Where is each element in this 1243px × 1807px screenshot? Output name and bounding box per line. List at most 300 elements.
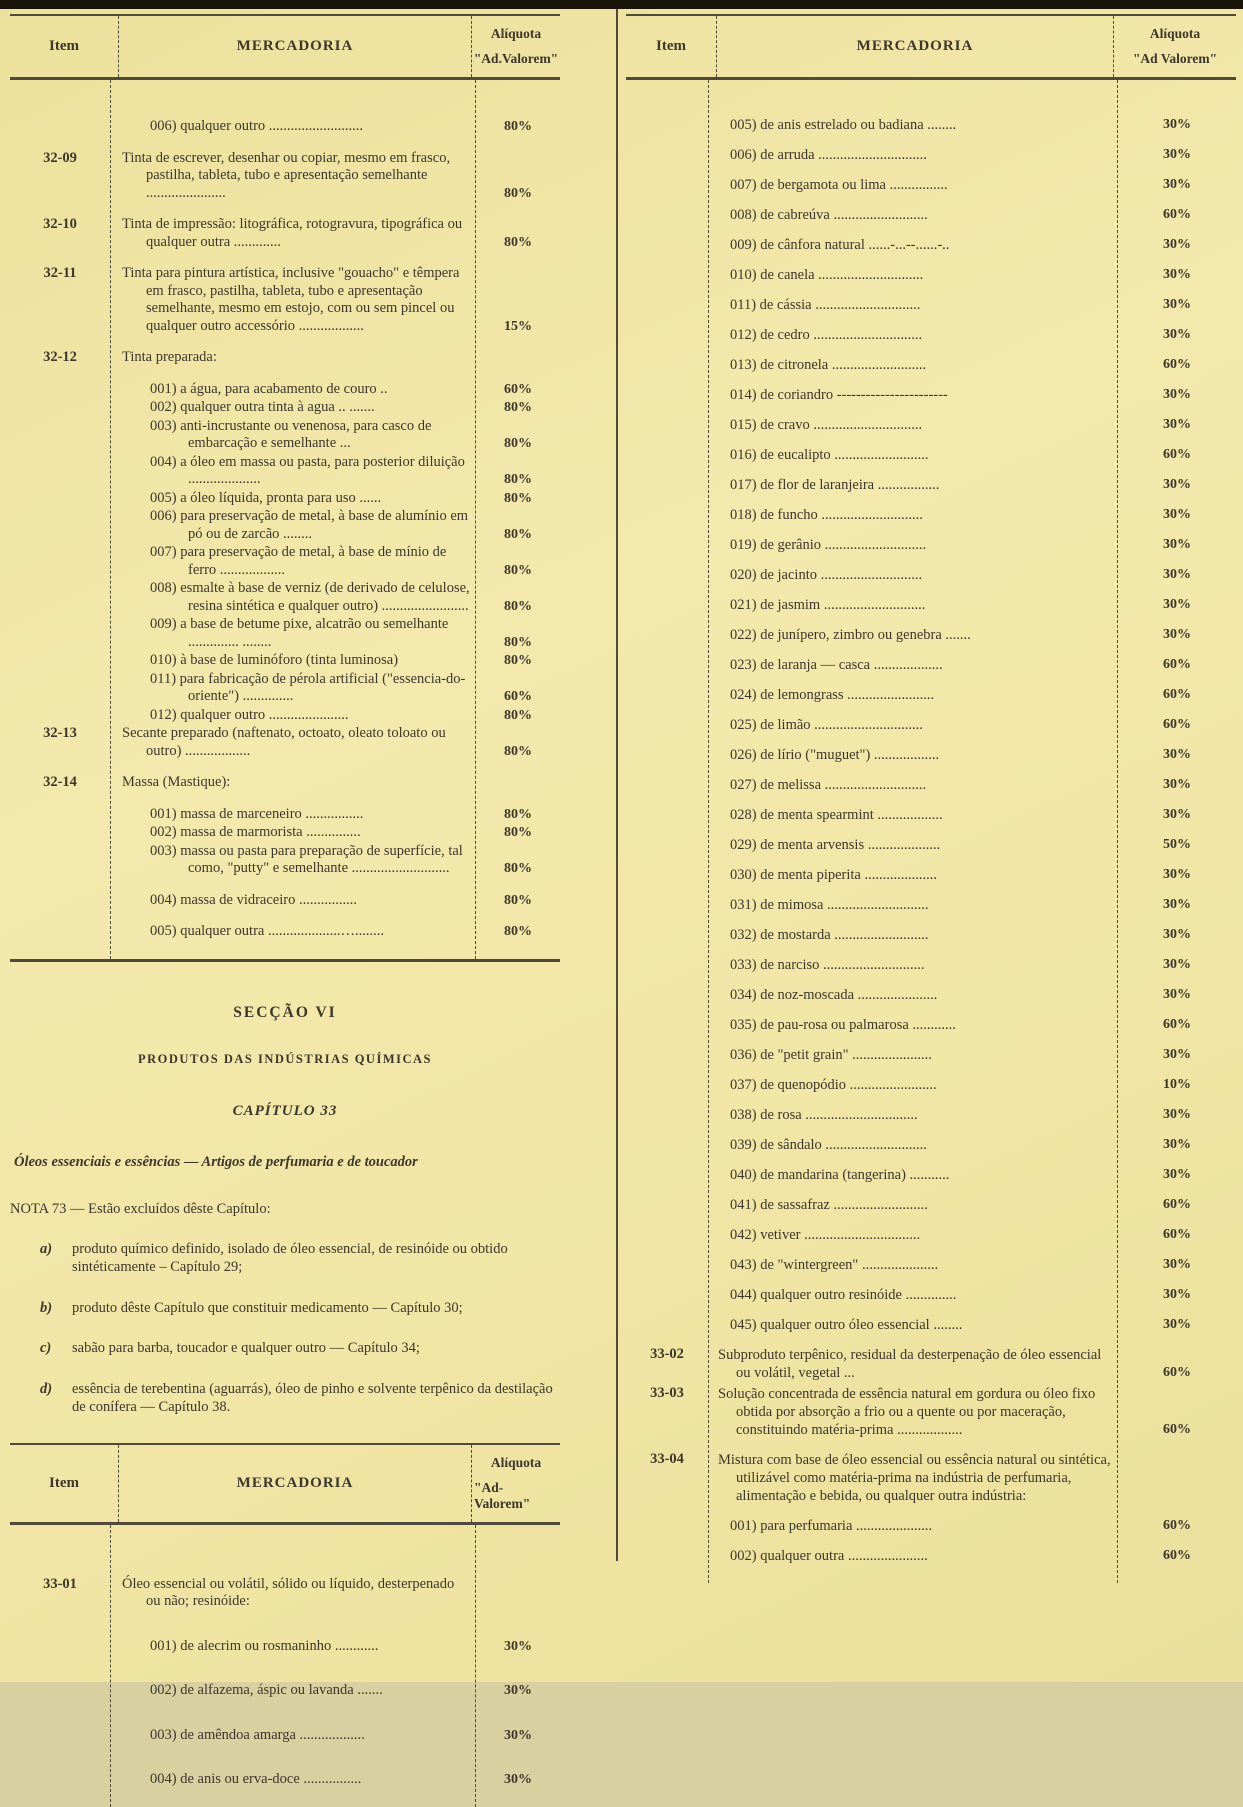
item-description: 002) qualquer outra ...................... [730,1548,928,1564]
tariff-row [626,956,1236,974]
tariff-row [626,146,1236,164]
item-description: 042) vetiver ................................ [730,1227,921,1243]
item-code: 32-11 [43,265,77,281]
tariff-row [10,418,560,453]
tariff-row [626,1166,1236,1184]
rate-value: 10% [1163,1077,1191,1092]
item-description: 038) de rosa ............................... [730,1107,918,1123]
item-description: 037) de quenopódio ........................ [730,1077,937,1093]
item-code [10,454,110,489]
item-code [626,1256,708,1274]
item-code [626,1226,708,1244]
tariff-row [626,356,1236,374]
tariff-row [626,1316,1236,1334]
item-code [626,476,708,494]
ad-valorem-label: "Ad Valorem" [1132,51,1218,66]
item-code [626,386,708,404]
chapter-title: Óleos essenciais e essências — Artigos de perfumaria e de toucador [14,1153,418,1170]
rate-value: 30% [1163,777,1191,792]
item-code [10,490,110,508]
item-code [626,296,708,314]
rate-value: 60% [1163,687,1191,702]
item-description: 039) de sândalo ............................ [730,1137,927,1153]
item-description: Tinta de escrever, desenhar ou copiar, mesmo em frasco, pastilha, tableta, tubo e apresentação semelhante ...................... [122,149,451,201]
item-code [626,1046,708,1064]
aliquota-column-rule [475,1525,476,1807]
item-description: 003) anti-incrustante ou venenosa, para casco de embarcação e semelhante ... [150,417,432,451]
rate-value: 60% [1163,1548,1191,1563]
rate-value: 60% [1163,1422,1191,1437]
ad-valorem-label: "Ad.Valorem" [473,51,559,66]
ad-valorem-label: "Ad-Valorem" [474,1479,531,1511]
item-description: 014) de coriandro ----------------------- [730,387,948,403]
tariff-row [10,1727,560,1745]
item-description: 041) de sassafraz .......................... [730,1197,928,1213]
item-code [10,806,110,824]
rate-value: 60% [1163,1518,1191,1533]
item-description: 035) de pau-rosa ou palmarosa ............ [730,1017,956,1033]
rate-value: 30% [1163,897,1191,912]
table-header [626,14,1236,80]
item-code [626,1547,708,1565]
section-subtitle: PRODUTOS DAS INDÚSTRIAS QUÍMICAS [138,1051,432,1066]
item-code [626,266,708,284]
tariff-row [10,580,560,615]
item-code [10,707,110,725]
item-code [626,1076,708,1094]
tariff-row [10,508,560,543]
tariff-row [626,1547,1236,1565]
item-description: 002) de alfazema, áspic ou lavanda ....... [150,1682,383,1698]
item-code: 32-09 [43,149,77,166]
rate-value: 80% [504,743,532,759]
item-code [626,956,708,974]
item-description: 005) a óleo líquida, pronta para uso ...... [150,489,382,506]
table-header [10,14,560,80]
rate-value: 80% [504,861,532,876]
item-code [10,843,110,878]
item-code [10,399,110,417]
item-code [626,986,708,1004]
item-description: Solução concentrada de essência natural em gordura ou óleo fixo obtida por absorção a frio ou a quente ou por maceração, constituindo matéria-prima .................. [718,1386,1096,1438]
item-code [10,508,110,543]
column-header-mercadoria: MERCADORIA [716,16,1114,77]
rate-value: 60% [1163,447,1191,462]
note-item-text: produto químico definido, isolado de óleo essencial, de resinóide ou obtido sintéticamente – Capítulo 29; [72,1240,508,1275]
tariff-row [626,476,1236,494]
item-description: 023) de laranja — casca ................... [730,657,943,673]
tariff-row [626,1256,1236,1274]
tariff-row [10,349,560,367]
item-description: 006) para preservação de metal, à base de alumínio em pó ou de zarcão ........ [150,508,469,542]
item-code [626,236,708,254]
rate-value: 30% [1163,297,1191,312]
note-item-letter: d) [40,1380,53,1397]
item-code [10,381,110,399]
rate-value: 80% [504,526,532,542]
tariff-row [626,416,1236,434]
item-code [626,326,708,344]
item-code: 33-03 [650,1385,684,1401]
rate-value: 80% [504,598,532,614]
column-header-mercadoria: MERCADORIA [118,1445,472,1522]
tariff-row [626,116,1236,134]
section-heading-block [10,1004,560,1417]
rate-value: 80% [504,490,532,506]
rate-value: 60% [1163,1017,1191,1032]
rate-value [1118,1451,1236,1505]
tariff-row [10,652,560,670]
rate-value: 30% [504,1772,532,1787]
rate-value: 60% [504,381,532,397]
item-code [626,1016,708,1034]
tariff-row [10,616,560,651]
table-body [10,80,560,962]
note-item-letter: b) [40,1299,53,1316]
rate-value: 30% [1163,1137,1191,1152]
tariff-row [10,490,560,508]
rate-value: 30% [1163,747,1191,762]
item-code [10,1638,110,1656]
column-header-item: Item [49,38,79,54]
tariff-row [10,454,560,489]
item-description: 021) de jasmim ............................ [730,597,926,613]
chapter-note-items [10,1240,560,1417]
tariff-row [10,399,560,417]
note-item-text: sabão para barba, toucador e qualquer outro — Capítulo 34; [72,1340,420,1356]
rate-value: 80% [504,806,532,822]
item-description: 005) qualquer outra ....................…........ [150,923,384,939]
chapter-number: CAPÍTULO 33 [232,1102,338,1119]
item-code [626,716,708,734]
rate-value: 30% [1163,147,1191,162]
item-code [626,836,708,854]
note-item [10,1299,560,1318]
rate-value: 60% [1163,357,1191,372]
item-description: 002) qualquer outra tinta à agua .. ....... [150,399,375,415]
item-code [10,544,110,579]
tariff-row [626,536,1236,554]
item-description: Subproduto terpênico, residual da desterpenação de óleo essencial ou volátil, vegetal ... [718,1347,1102,1381]
item-code [626,176,708,194]
item-description: 009) a base de betume pixe, alcatrão ou semelhante .............. ........ [150,616,449,650]
item-description: 001) para perfumaria ..................... [730,1518,933,1534]
rate-value: 60% [1163,657,1191,672]
column-header-aliquota [472,16,560,77]
item-code [626,1316,708,1334]
tariff-row [10,843,560,878]
item-code [10,118,110,136]
tariff-row [626,1196,1236,1214]
tariff-row [626,1226,1236,1244]
item-code [626,506,708,524]
tariff-row [626,206,1236,224]
item-code [626,1106,708,1124]
item-description: 017) de flor de laranjeira ................. [730,477,940,493]
tariff-row [626,746,1236,764]
item-description: 029) de menta arvensis .................... [730,837,941,853]
note-item-text: essência de terebentina (aguarrás), óleo de pinho e solvente terpênico da destilação de conífera — Capítulo 38. [72,1380,553,1415]
rate-value: 30% [1163,867,1191,882]
item-code [626,896,708,914]
rate-value: 80% [504,119,532,134]
item-description: 008) esmalte à base de verniz (de derivado de celulose, resina sintética e qualquer outro) ........................ [150,580,470,614]
item-description: Massa (Mastique): [122,774,231,790]
item-code: 33-02 [650,1346,684,1362]
rate-value: 30% [1163,477,1191,492]
item-description: 001) de alecrim ou rosmaninho ............ [150,1637,379,1654]
tariff-row [626,926,1236,944]
left-column [10,14,560,1807]
item-description: 007) de bergamota ou lima ................ [730,177,948,193]
rate-value [476,774,560,792]
rate-value: 80% [504,185,532,201]
item-code [626,1517,708,1535]
rate-value [476,1576,560,1611]
tariff-row [626,296,1236,314]
rate-value: 80% [504,892,532,908]
rate-value: 80% [504,634,532,650]
rate-value: 30% [1163,1167,1191,1182]
tariff-row [626,446,1236,464]
tariff-row [626,1046,1236,1064]
item-description: 006) de arruda .............................. [730,147,927,163]
item-code: 32-10 [43,216,77,232]
item-code [10,824,110,842]
tariff-row [10,544,560,579]
rate-value: 30% [1163,1287,1191,1302]
tariff-row [626,236,1236,254]
tariff-row [10,1682,560,1700]
aliquota-column-rule [1117,80,1118,1583]
rate-value: 30% [1163,507,1191,522]
item-code: 32-12 [43,349,77,365]
item-description: 034) de noz-moscada ...................... [730,987,938,1003]
tariff-row [626,716,1236,734]
rate-value: 80% [504,234,532,250]
note-item-letter: a) [40,1240,53,1257]
item-description: 033) de narciso ............................ [730,957,925,973]
item-code [626,626,708,644]
rate-value: 80% [504,562,532,578]
chapter-note: NOTA 73 — Estão excluídos dêste Capítulo: [10,1200,271,1217]
tariff-row [10,216,560,251]
item-code [626,596,708,614]
item-code [10,616,110,651]
aliquota-label: Alíquota [1149,26,1201,41]
rate-value: 60% [1163,717,1191,732]
tariff-row [10,265,560,335]
item-description: Óleo essencial ou volátil, sólido ou líquido, desterpenado ou não; resinóide: [122,1575,455,1609]
item-description: 022) de junípero, zimbro ou genebra ....... [730,627,971,643]
tariff-row [626,1517,1236,1535]
item-description: 040) de mandarina (tangerina) ........... [730,1167,950,1183]
item-description: 004) de anis ou erva-doce ................ [150,1771,362,1787]
section-title: SECÇÃO VI [233,1003,337,1021]
column-header-aliquota [472,1445,560,1522]
item-description: 027) de melissa ............................ [730,777,927,793]
rate-value: 80% [504,436,532,451]
tariff-row [10,1576,560,1611]
tariff-row [626,266,1236,284]
right-column [626,14,1236,1583]
tariff-row [626,626,1236,644]
table-body [10,1525,560,1807]
tariff-row [10,824,560,842]
item-description: 016) de eucalipto .......................... [730,447,929,463]
rate-value: 50% [1163,837,1191,852]
item-description: 012) qualquer outro ...................... [150,706,349,723]
tariff-row [626,176,1236,194]
item-description: 011) de cássia ............................. [730,297,921,313]
rate-value: 30% [1163,327,1191,342]
item-column-rule [110,1525,111,1807]
item-code [626,686,708,704]
item-code [10,1771,110,1789]
item-description: 004) a óleo em massa ou pasta, para posterior diluição .................... [150,453,465,487]
item-description: 030) de menta piperita .................... [730,867,937,883]
item-code [626,926,708,944]
rate-value: 30% [504,1683,532,1698]
tariff-row [10,118,560,136]
tariff-row [626,326,1236,344]
tariff-row [626,1016,1236,1034]
item-description: 031) de mimosa ............................ [730,897,929,913]
item-code [626,446,708,464]
tariff-row [626,806,1236,824]
tariff-row [626,1385,1236,1439]
rate-value [476,349,560,367]
page-top-edge-bar [0,0,1243,9]
item-code [626,806,708,824]
tariff-row [626,836,1236,854]
item-code: 32-14 [43,774,77,790]
tariff-row [626,656,1236,674]
rate-value: 30% [1163,567,1191,582]
rate-value: 80% [504,825,532,840]
column-divider-rule [616,9,618,1561]
tariff-row [626,1286,1236,1304]
item-code [626,1166,708,1184]
rate-value: 80% [504,924,532,939]
aliquota-column-rule [475,80,476,959]
item-description: Secante preparado (naftenato, octoato, oleato toloato ou outro) .................. [122,725,446,759]
item-description: 001) massa de marceneiro ................ [150,805,364,822]
note-item-text: produto dêste Capítulo que constituir medicamento — Capítulo 30; [72,1299,463,1316]
rate-value: 30% [1163,417,1191,432]
rate-value: 30% [1163,237,1191,252]
item-code [626,1196,708,1214]
item-description: 005) de anis estrelado ou badiana ........ [730,117,957,133]
item-code [10,923,110,941]
item-code [626,776,708,794]
item-column-rule [708,80,709,1583]
item-code [626,206,708,224]
item-description: 004) massa de vidraceiro ................ [150,891,357,908]
item-description: 028) de menta spearmint .................. [730,807,943,823]
rate-value: 30% [504,1638,532,1654]
note-item [10,1339,560,1358]
tariff-row [10,1638,560,1656]
item-description: 008) de cabreúva .......................... [730,207,928,223]
tariff-table-chapter32 [10,14,560,962]
item-description: 015) de cravo .............................. [730,417,923,433]
item-code: 33-01 [43,1575,77,1592]
tariff-row [626,986,1236,1004]
item-code [626,536,708,554]
item-description: 010) de canela ............................. [730,267,924,283]
table-body [626,80,1236,1583]
rate-value: 30% [1163,1257,1191,1272]
tariff-row [10,150,560,203]
item-description: Mistura com base de óleo essencial ou essência natural ou sintética, utilizável como matéria-prima na indústria de perfumaria, alimentação e bebida, ou qualquer outra indústria: [718,1452,1111,1504]
item-description: 036) de "petit grain" ...................... [730,1047,932,1063]
note-item-letter: c) [40,1340,52,1356]
item-description: 011) para fabricação de pérola artificial ("essencia-do-oriente") .............. [150,670,466,704]
item-column-rule [110,80,111,959]
item-code [10,1682,110,1700]
item-code [10,671,110,706]
note-item [10,1240,560,1277]
item-description: 006) qualquer outro .......................... [150,118,364,134]
item-code: 33-04 [650,1451,684,1467]
tariff-row [10,806,560,824]
item-code [626,1286,708,1304]
table-header [10,1443,560,1525]
item-description: Tinta para pintura artística, inclusive "gouacho" e têmpera em frasco, pastilha, tableta, tubo e apresentação semelhante, mesmo em estojo, com ou sem pincel ou qualquer outro accessório .................. [122,265,460,334]
item-code [626,116,708,134]
rate-value: 30% [1163,387,1191,402]
note-item [10,1380,560,1417]
column-header-aliquota [1114,16,1236,77]
item-code [626,146,708,164]
item-description: 045) qualquer outro óleo essencial ........ [730,1317,963,1333]
tariff-row [10,707,560,725]
item-description: 010) à base de luminóforo (tinta luminosa) [150,652,399,668]
tariff-row [10,774,560,792]
rate-value: 30% [1163,1047,1191,1062]
tariff-row [626,896,1236,914]
rate-value: 30% [1163,927,1191,942]
rate-value: 15% [504,318,532,334]
rate-value: 80% [504,400,532,415]
item-code [10,418,110,453]
tariff-row [626,1136,1236,1154]
item-description: Tinta de impressão: litográfica, rotogravura, tipográfica ou qualquer outra ............. [122,216,463,250]
item-description: 007) para preservação de metal, à base de mínio de ferro .................. [150,544,447,578]
rate-value: 30% [1163,957,1191,972]
item-description: 020) de jacinto ............................ [730,567,923,583]
tariff-row [626,776,1236,794]
item-description: Tinta preparada: [122,349,217,365]
item-code [626,416,708,434]
tariff-row [626,686,1236,704]
tariff-row [626,506,1236,524]
item-description: 018) de funcho ............................ [730,507,923,523]
item-code [10,892,110,910]
tariff-row [10,923,560,941]
tariff-row [10,381,560,399]
item-code [626,656,708,674]
item-code [626,566,708,584]
tariff-row [10,725,560,760]
rate-value: 60% [1163,207,1191,222]
tariff-row [10,1771,560,1789]
item-code [10,580,110,615]
item-code [626,866,708,884]
tariff-row [626,596,1236,614]
item-description: 044) qualquer outro resinóide .............. [730,1287,957,1303]
